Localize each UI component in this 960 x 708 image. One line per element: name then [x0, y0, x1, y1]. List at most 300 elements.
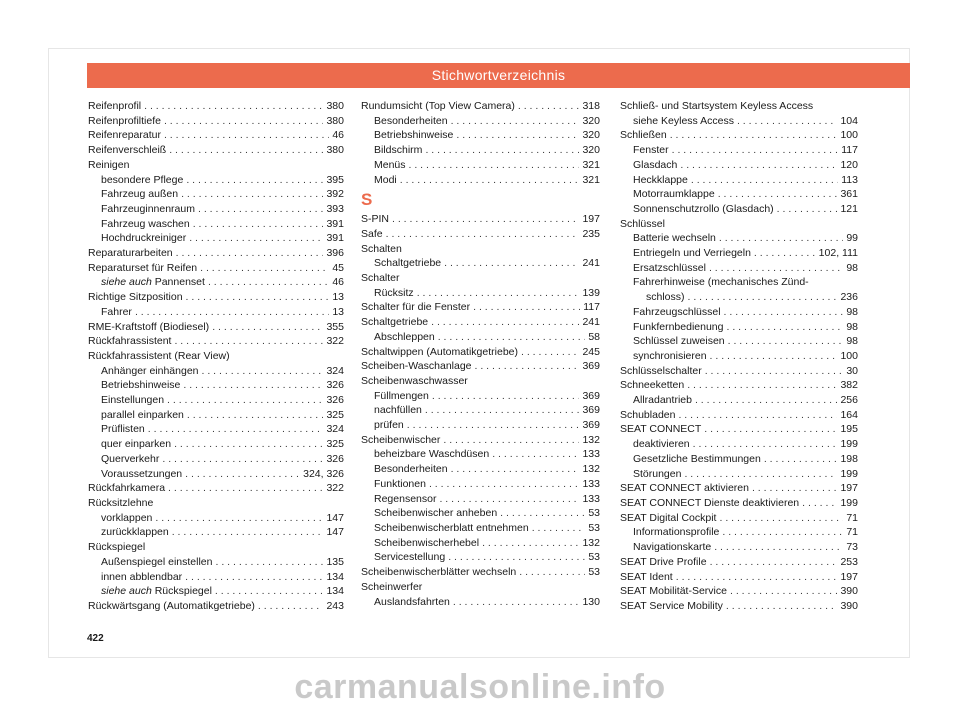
entry-page[interactable]: 132 [582, 463, 600, 476]
entry-page[interactable]: 253 [840, 555, 858, 568]
entry-term [361, 271, 400, 286]
entry-page[interactable]: 326 [326, 379, 344, 392]
entry-page[interactable]: 395 [326, 173, 344, 186]
entry-term-text: prüfen [374, 419, 404, 432]
index-entry[interactable] [361, 242, 600, 257]
entry-page[interactable]: 134 [326, 570, 344, 583]
entry-page[interactable]: 235 [582, 227, 600, 240]
index-entry[interactable] [88, 393, 344, 408]
entry-page[interactable]: 320 [582, 114, 600, 127]
entry-term [620, 570, 673, 585]
index-entry[interactable] [620, 173, 858, 188]
index-entry[interactable] [620, 496, 858, 511]
entry-term [374, 550, 445, 565]
entry-term-text: SEAT Service Mobility [620, 599, 723, 612]
index-entry[interactable] [620, 378, 858, 393]
entry-page[interactable]: 393 [326, 202, 344, 215]
entry-term [646, 290, 685, 305]
index-entry[interactable] [88, 599, 344, 614]
entry-page[interactable]: 164 [840, 408, 858, 421]
entry-page[interactable]: 147 [326, 526, 344, 539]
entry-term-text: Fahrzeug waschen [101, 217, 190, 230]
index-entry[interactable] [620, 158, 858, 173]
entry-term-text: Reinigen [88, 158, 130, 171]
entry-page[interactable]: 380 [326, 114, 344, 127]
entry-page[interactable]: 46 [332, 276, 344, 289]
index-entry[interactable] [361, 227, 600, 242]
entry-term-text: Ersatzschlüssel [633, 261, 706, 274]
index-entry[interactable] [620, 320, 858, 335]
entry-term [633, 452, 761, 467]
entry-term-text: Schalter [361, 272, 400, 285]
page-number: 422 [87, 633, 104, 644]
entry-term [374, 477, 426, 492]
leader-dots [710, 555, 838, 570]
entry-page[interactable]: 369 [582, 419, 600, 432]
leader-dots [392, 212, 579, 227]
index-entry[interactable] [88, 202, 344, 217]
index-entry[interactable] [620, 231, 858, 246]
entry-term [101, 173, 183, 188]
index-entry[interactable] [88, 305, 344, 320]
index-entry[interactable] [88, 511, 344, 526]
index-entry[interactable] [361, 477, 600, 492]
index-entry[interactable] [620, 217, 858, 232]
index-entry[interactable] [620, 408, 858, 423]
index-entry[interactable] [361, 114, 600, 129]
entry-page[interactable]: 324 [326, 364, 344, 377]
entry-page[interactable]: 256 [840, 394, 858, 407]
entry-term [88, 599, 255, 614]
entry-page[interactable]: 318 [582, 100, 600, 112]
entry-page[interactable]: 53 [588, 521, 600, 534]
entry-page[interactable]: 241 [582, 257, 600, 270]
entry-page[interactable]: 326 [326, 452, 344, 465]
index-entry[interactable] [361, 536, 600, 551]
leader-dots [187, 408, 324, 423]
leader-dots [500, 506, 585, 521]
entry-page[interactable]: 243 [326, 599, 344, 612]
index-entry[interactable] [620, 261, 858, 276]
index-entry[interactable] [620, 555, 858, 570]
index-entry[interactable] [88, 408, 344, 423]
entry-page[interactable]: 392 [326, 188, 344, 201]
entry-page[interactable]: 120 [840, 158, 858, 171]
index-entry[interactable] [361, 330, 600, 345]
index-entry[interactable] [620, 452, 858, 467]
index-entry[interactable] [361, 143, 600, 158]
entry-page[interactable]: 197 [582, 213, 600, 226]
index-entry[interactable] [620, 481, 858, 496]
entry-page[interactable]: 132 [582, 536, 600, 549]
entry-page[interactable]: 98 [846, 261, 858, 274]
entry-term-text: Hochdruckreiniger [101, 232, 187, 245]
entry-page[interactable]: 322 [326, 335, 344, 348]
index-entry[interactable] [620, 202, 858, 217]
entry-term [88, 158, 129, 173]
entry-page[interactable]: 197 [840, 570, 858, 583]
entry-page[interactable]: 71 [846, 511, 858, 524]
index-entry[interactable] [620, 246, 858, 261]
entry-term-text: Reifenreparatur [88, 129, 161, 142]
entry-page[interactable]: 391 [326, 232, 344, 245]
index-entry[interactable] [88, 334, 344, 349]
entry-term [374, 418, 404, 433]
entry-page[interactable]: 104 [840, 114, 858, 127]
index-entry[interactable] [88, 481, 344, 496]
entry-page[interactable]: 130 [582, 595, 600, 608]
entry-page[interactable]: 198 [840, 452, 858, 465]
index-entry[interactable] [88, 143, 344, 158]
entry-page[interactable]: 13 [332, 305, 344, 318]
index-entry[interactable] [361, 506, 600, 521]
leader-dots [672, 143, 839, 158]
leader-dots [764, 452, 838, 467]
entry-term [374, 595, 450, 610]
index-entry[interactable] [620, 143, 858, 158]
entry-term [88, 246, 173, 261]
index-entry[interactable] [620, 364, 858, 379]
entry-page[interactable]: 361 [840, 188, 858, 201]
leader-dots [680, 158, 837, 173]
index-column-3 [620, 99, 858, 614]
index-entry[interactable] [88, 114, 344, 129]
entry-term-text: Funktionen [374, 477, 426, 490]
entry-page[interactable]: 133 [582, 448, 600, 461]
leader-dots [695, 393, 838, 408]
entry-page[interactable]: 147 [326, 511, 344, 524]
entry-term [361, 565, 516, 580]
entry-page[interactable]: 199 [840, 496, 858, 509]
index-entry[interactable] [361, 389, 600, 404]
index-entry[interactable] [361, 345, 600, 360]
index-entry[interactable] [88, 584, 344, 599]
index-entry[interactable] [620, 290, 858, 305]
entry-page[interactable]: 139 [582, 286, 600, 299]
entry-term-text: Schaltgetriebe [361, 316, 429, 329]
page-title: Stichwortverzeichnis [87, 63, 910, 88]
index-entry[interactable] [88, 540, 344, 555]
leader-dots [518, 99, 580, 114]
entry-page[interactable]: 320 [582, 144, 600, 157]
index-entry[interactable] [88, 246, 344, 261]
entry-page[interactable]: 113 [841, 173, 858, 186]
leader-dots [164, 114, 324, 129]
index-entry[interactable] [88, 437, 344, 452]
entry-page[interactable]: 355 [326, 320, 344, 333]
entry-page[interactable]: 380 [326, 100, 344, 112]
index-entry[interactable] [620, 422, 858, 437]
entry-term [361, 212, 389, 227]
entry-term [633, 275, 809, 290]
entry-term-text: Besonderheiten [374, 114, 448, 127]
index-entry[interactable] [620, 114, 858, 129]
index-entry[interactable] [361, 403, 600, 418]
entry-page[interactable]: 100 [840, 349, 858, 362]
index-entry[interactable] [88, 231, 344, 246]
entry-page[interactable]: 135 [326, 555, 344, 568]
entry-page[interactable]: 45 [332, 261, 344, 274]
entry-page[interactable]: 325 [326, 408, 344, 421]
entry-page[interactable]: 380 [326, 144, 344, 157]
entry-page[interactable]: 71 [846, 526, 858, 539]
index-entry[interactable] [361, 359, 600, 374]
index-entry[interactable] [88, 187, 344, 202]
entry-page[interactable]: 30 [846, 364, 858, 377]
entry-page[interactable]: 324, 326 [303, 467, 344, 480]
entry-page[interactable]: 133 [582, 492, 600, 505]
index-entry[interactable] [88, 467, 344, 482]
index-entry[interactable] [361, 315, 600, 330]
index-entry[interactable] [88, 158, 344, 173]
index-entry[interactable] [361, 462, 600, 477]
entry-term-text: Informationsprofile [633, 526, 720, 539]
entry-term-text: beheizbare Waschdüsen [374, 448, 490, 461]
index-entry[interactable] [620, 584, 858, 599]
entry-term-text: deaktivieren [633, 438, 690, 451]
leader-dots [167, 393, 323, 408]
leader-dots [164, 128, 329, 143]
leader-dots [162, 452, 323, 467]
index-entry[interactable] [88, 555, 344, 570]
index-entry[interactable] [88, 378, 344, 393]
index-entry[interactable] [88, 217, 344, 232]
entry-page[interactable]: 53 [588, 551, 600, 564]
index-entry[interactable] [620, 599, 858, 614]
index-entry[interactable] [88, 364, 344, 379]
entry-page[interactable]: 99 [846, 232, 858, 245]
entry-term [361, 433, 440, 448]
entry-page[interactable]: 236 [840, 291, 858, 304]
index-entry[interactable] [361, 212, 600, 227]
entry-page[interactable]: 134 [326, 585, 344, 598]
index-entry[interactable] [361, 256, 600, 271]
index-entry[interactable] [361, 521, 600, 536]
entry-term [101, 202, 195, 217]
entry-page[interactable]: 195 [840, 423, 858, 436]
entry-term [374, 506, 497, 521]
index-entry[interactable] [361, 128, 600, 143]
index-entry[interactable] [620, 525, 858, 540]
entry-page[interactable]: 321 [582, 158, 600, 171]
index-entry[interactable] [361, 374, 600, 389]
entry-page[interactable]: 325 [326, 438, 344, 451]
leader-dots [407, 418, 580, 433]
entry-term-text: Schneeketten [620, 379, 685, 392]
index-entry[interactable] [88, 99, 344, 114]
entry-term-text: Rückwärtsgang (Automatikgetriebe) [88, 599, 255, 612]
leader-dots [704, 422, 837, 437]
index-entry[interactable] [361, 158, 600, 173]
entry-page[interactable]: 369 [582, 404, 600, 417]
entry-term [101, 555, 213, 570]
index-entry[interactable] [88, 320, 344, 335]
index-entry[interactable] [88, 290, 344, 305]
entry-term [633, 231, 716, 246]
index-entry[interactable] [361, 550, 600, 565]
index-entry[interactable] [620, 437, 858, 452]
entry-term [620, 584, 727, 599]
entry-term [633, 173, 688, 188]
entry-page[interactable]: 133 [582, 477, 600, 490]
leader-dots [492, 447, 579, 462]
entry-term [633, 540, 711, 555]
entry-page[interactable]: 390 [840, 599, 858, 612]
index-entry[interactable] [88, 349, 344, 364]
leader-dots [429, 477, 580, 492]
leader-dots [135, 305, 329, 320]
index-entry[interactable] [88, 173, 344, 188]
watermark: carmanualsonline.info [294, 668, 666, 706]
leader-dots [678, 408, 837, 423]
index-entry[interactable] [620, 570, 858, 585]
index-entry[interactable] [88, 570, 344, 585]
index-entry[interactable] [361, 173, 600, 188]
index-entry[interactable] [620, 305, 858, 320]
entry-page[interactable]: 98 [846, 320, 858, 333]
index-entry[interactable] [88, 422, 344, 437]
index-entry[interactable] [88, 275, 344, 290]
entry-page[interactable]: 98 [846, 335, 858, 348]
entry-page[interactable]: 117 [583, 301, 600, 314]
index-entry[interactable] [361, 300, 600, 315]
entry-page[interactable]: 369 [582, 389, 600, 402]
entry-page[interactable]: 326 [326, 394, 344, 407]
entry-term [374, 403, 422, 418]
index-column-2 [361, 99, 600, 609]
entry-term [88, 349, 230, 364]
entry-term [88, 540, 145, 555]
leader-dots [144, 99, 323, 114]
leader-dots [431, 315, 579, 330]
index-entry[interactable] [620, 349, 858, 364]
entry-term [633, 305, 721, 320]
entry-term [101, 525, 169, 540]
entry-page[interactable]: 98 [846, 305, 858, 318]
entry-term-text: Safe [361, 227, 383, 240]
index-entry[interactable] [620, 540, 858, 555]
entry-page[interactable]: 391 [326, 217, 344, 230]
index-entry[interactable] [361, 99, 600, 114]
entry-term [88, 143, 166, 158]
index-entry[interactable] [361, 286, 600, 301]
entry-term [374, 521, 529, 536]
entry-term [361, 242, 402, 257]
index-entry[interactable] [361, 418, 600, 433]
entry-page[interactable]: 46 [332, 129, 344, 142]
entry-term-text: Scheibenwaschwasser [361, 374, 468, 387]
entry-term-text: Servicestellung [374, 551, 446, 564]
entry-page[interactable]: 197 [840, 482, 858, 495]
entry-page[interactable]: 322 [326, 482, 344, 495]
index-entry[interactable] [361, 595, 600, 610]
index-entry[interactable] [361, 580, 600, 595]
index-entry[interactable] [620, 128, 858, 143]
entry-term [620, 364, 702, 379]
leader-dots [475, 359, 580, 374]
leader-dots [705, 364, 844, 379]
entry-page[interactable]: 245 [582, 345, 600, 358]
leader-dots [519, 565, 585, 580]
entry-page[interactable]: 121 [840, 202, 858, 215]
entry-term-text: synchronisieren [633, 349, 707, 362]
leader-dots [439, 492, 579, 507]
entry-page[interactable]: 390 [840, 585, 858, 598]
entry-page[interactable]: 396 [326, 247, 344, 260]
leader-dots [456, 128, 579, 143]
leader-dots [425, 143, 579, 158]
entry-term-text: Heckklappe [633, 173, 688, 186]
entry-page[interactable]: 199 [840, 467, 858, 480]
entry-term [374, 114, 448, 129]
index-entry[interactable] [361, 433, 600, 448]
index-entry[interactable] [361, 271, 600, 286]
entry-page[interactable]: 53 [588, 507, 600, 520]
leader-dots [684, 467, 837, 482]
index-entry[interactable] [361, 565, 600, 580]
index-entry[interactable] [88, 261, 344, 276]
entry-page[interactable]: 73 [846, 541, 858, 554]
entry-page[interactable]: 199 [840, 438, 858, 451]
entry-term [88, 496, 153, 511]
entry-term-text: S-PIN [361, 213, 390, 226]
entry-term-text: Scheibenwischerblätter wechseln [361, 566, 517, 579]
index-entry[interactable] [88, 452, 344, 467]
entry-page[interactable]: 241 [582, 316, 600, 329]
entry-term [101, 378, 180, 393]
index-entry[interactable] [620, 511, 858, 526]
entry-term [620, 555, 707, 570]
index-entry[interactable] [620, 393, 858, 408]
entry-page[interactable]: 117 [841, 144, 858, 157]
index-entry[interactable] [88, 525, 344, 540]
index-entry[interactable] [88, 128, 344, 143]
entry-page[interactable]: 320 [582, 129, 600, 142]
entry-term-text: vorklappen [101, 511, 153, 524]
entry-term [374, 330, 435, 345]
entry-page[interactable]: 100 [840, 129, 858, 142]
leader-dots [802, 496, 837, 511]
leader-dots [215, 584, 324, 599]
index-entry[interactable] [620, 275, 858, 290]
index-entry[interactable] [361, 492, 600, 507]
entry-page[interactable]: 58 [588, 330, 600, 343]
index-entry[interactable] [620, 99, 858, 114]
entry-page[interactable]: 321 [582, 173, 600, 186]
index-entry[interactable] [620, 334, 858, 349]
entry-term [633, 261, 706, 276]
index-entry[interactable] [620, 187, 858, 202]
index-entry[interactable] [361, 447, 600, 462]
index-entry[interactable] [620, 467, 858, 482]
entry-term-text: Glasdach [633, 158, 678, 171]
index-entry[interactable] [88, 496, 344, 511]
entry-term-text: Funkfernbedienung [633, 320, 724, 333]
entry-page[interactable]: 369 [582, 360, 600, 373]
entry-page[interactable]: 13 [332, 291, 344, 304]
entry-page[interactable]: 382 [840, 379, 858, 392]
entry-term [361, 300, 470, 315]
entry-page[interactable]: 132 [582, 433, 600, 446]
entry-page[interactable]: 324 [326, 423, 344, 436]
entry-term [374, 492, 436, 507]
entry-term [620, 378, 684, 393]
entry-page[interactable]: 102, 111 [818, 247, 858, 260]
entry-term-text: Scheinwerfer [361, 580, 423, 593]
leader-dots [193, 217, 324, 232]
entry-page[interactable]: 53 [588, 566, 600, 579]
entry-term [374, 462, 448, 477]
